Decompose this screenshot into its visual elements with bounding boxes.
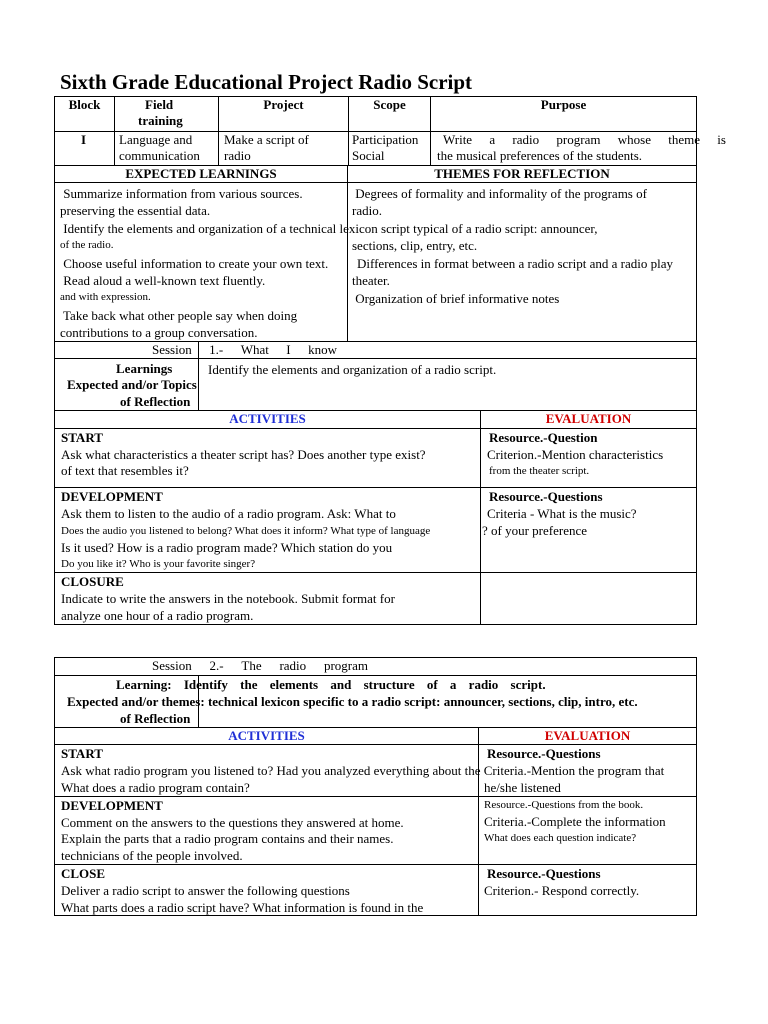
development-line: technicians of the people involved. bbox=[61, 848, 243, 863]
learning-line: and with expression. bbox=[60, 291, 151, 303]
closure-line: Indicate to write the answers in the notebook. Submit format for bbox=[61, 591, 395, 606]
page-title: Sixth Grade Educational Project Radio Script bbox=[60, 70, 473, 94]
theme-line: radio. bbox=[352, 203, 382, 218]
evaluation-heading: EVALUATION bbox=[545, 411, 632, 426]
theme-line: theater. bbox=[352, 273, 390, 288]
development-line: Explain the parts that a radio program contains and their names. bbox=[61, 831, 394, 846]
development-line: Does the audio you listened to belong? What does it inform? What type of language bbox=[61, 525, 431, 537]
learning-line: preserving the essential data. bbox=[60, 203, 211, 218]
start-label: START bbox=[61, 430, 103, 445]
cell-purpose-line1: Write a radio program whose theme is bbox=[443, 132, 726, 147]
development-line: Do you like it? Who is your favorite singer? bbox=[61, 558, 256, 570]
col-header-purpose: Purpose bbox=[540, 97, 587, 112]
cell-field-line2: communication bbox=[119, 148, 200, 163]
start-eval-criterion: Criterion.-Mention characteristics bbox=[487, 447, 664, 462]
learning-line: of the radio. bbox=[60, 239, 114, 251]
start-eval-note: from the theater script. bbox=[489, 465, 590, 477]
start-label: START bbox=[61, 746, 103, 761]
close-line: Deliver a radio script to answer the following questions bbox=[61, 883, 350, 898]
start-line: Ask what radio program you listened to? Had you analyzed everything about the Criteria.-Mention the program that bbox=[61, 763, 665, 778]
session-1-heading: Session 1.- What I know bbox=[152, 342, 337, 357]
start-eval-resource: Resource.-Question bbox=[489, 430, 598, 445]
learning-line: Identify the elements and organization of a technical lexicon script typical of a radio script: announcer, bbox=[60, 221, 598, 236]
close-line: What parts does a radio script have? What information is found in the bbox=[61, 900, 424, 915]
session-2-heading: Session 2.- The radio program bbox=[152, 658, 368, 673]
development-line: Is it used? How is a radio program made? Which station do you bbox=[61, 540, 393, 555]
col-header-scope: Scope bbox=[373, 97, 406, 112]
col-header-field-line2: training bbox=[138, 113, 183, 128]
development-eval-resource: Resource.-Questions bbox=[489, 489, 603, 504]
closure-label: CLOSURE bbox=[61, 574, 124, 589]
closure-line: analyze one hour of a radio program. bbox=[61, 608, 254, 623]
activities-heading: ACTIVITIES bbox=[228, 728, 305, 743]
col-header-project: Project bbox=[263, 97, 304, 112]
session-1-label-line3: of Reflection bbox=[120, 394, 191, 409]
start-line: of text that resembles it? bbox=[61, 463, 189, 478]
development-line: Comment on the answers to the questions they answered at home. bbox=[61, 815, 404, 830]
cell-block: I bbox=[81, 132, 87, 147]
cell-scope-line1: Participation bbox=[352, 132, 419, 147]
cell-project-line1: Make a script of bbox=[224, 132, 309, 147]
cell-purpose-line2: the musical preferences of the students. bbox=[437, 148, 643, 163]
development-line: Ask them to listen to the audio of a radio program. Ask: What to bbox=[61, 506, 396, 521]
theme-line: sections, clip, entry, etc. bbox=[352, 238, 478, 253]
development-eval-criteria: Criteria - What is the music? bbox=[487, 506, 637, 521]
close-label: CLOSE bbox=[61, 866, 106, 881]
development-eval-note: ? of your preference bbox=[482, 523, 588, 538]
expected-learnings-heading: EXPECTED LEARNINGS bbox=[125, 166, 277, 181]
session-2-learning-line1: Learning: Identify the elements and structure of a radio script. bbox=[116, 677, 546, 692]
learning-line: Summarize information from various sources. bbox=[60, 186, 303, 201]
activities-heading: ACTIVITIES bbox=[229, 411, 306, 426]
evaluation-heading: EVALUATION bbox=[544, 728, 631, 743]
session-1-learning: Identify the elements and organization of a radio script. bbox=[208, 362, 497, 377]
cell-scope-line2: Social bbox=[352, 148, 385, 163]
cell-project-line2: radio bbox=[224, 148, 251, 163]
theme-line: Organization of brief informative notes bbox=[352, 291, 560, 306]
cell-field-line1: Language and bbox=[119, 132, 193, 147]
start-line: What does a radio program contain? bbox=[61, 780, 250, 795]
development-eval-criteria: Criteria.-Complete the information bbox=[484, 814, 666, 829]
development-label: DEVELOPMENT bbox=[61, 798, 163, 813]
theme-line: Differences in format between a radio script and a radio play bbox=[357, 256, 673, 271]
learning-line: contributions to a group conversation. bbox=[60, 325, 258, 340]
themes-reflection-heading: THEMES FOR REFLECTION bbox=[434, 166, 610, 181]
col-header-field-line1: Field bbox=[145, 97, 174, 112]
development-eval-note: What does each question indicate? bbox=[484, 832, 637, 844]
session-1-label-line1: Learnings bbox=[116, 361, 173, 376]
learning-line: Choose useful information to create your own text. bbox=[60, 256, 329, 271]
session-2-learning-line2: Expected and/or themes: technical lexicon specific to a radio script: announcer, sections, clip, intro, etc. bbox=[67, 694, 638, 709]
learning-line: Read aloud a well-known text fluently. bbox=[60, 273, 266, 288]
col-header-block: Block bbox=[68, 97, 101, 112]
learning-line: Take back what other people say when doing bbox=[60, 308, 298, 323]
development-eval-resource: Resource.-Questions from the book. bbox=[484, 799, 644, 811]
start-eval-note: he/she listened bbox=[484, 780, 561, 795]
close-eval-criterion: Criterion.- Respond correctly. bbox=[484, 883, 640, 898]
session-2-learning-line3: of Reflection bbox=[120, 711, 191, 726]
theme-line: Degrees of formality and informality of the programs of bbox=[352, 186, 647, 201]
development-label: DEVELOPMENT bbox=[61, 489, 163, 504]
start-line: Ask what characteristics a theater script has? Does another type exist? bbox=[61, 447, 426, 462]
session-1-label-line2: Expected and/or Topics bbox=[67, 377, 197, 392]
start-eval-resource: Resource.-Questions bbox=[487, 746, 601, 761]
close-eval-resource: Resource.-Questions bbox=[487, 866, 601, 881]
